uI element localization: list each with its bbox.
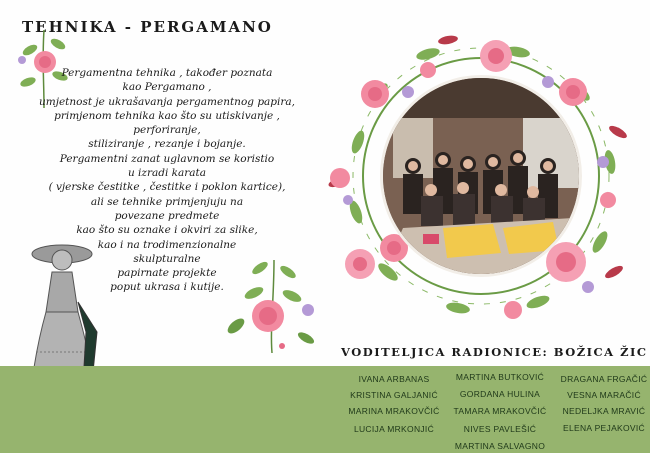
member-name: IVANA ARBANAS (358, 374, 430, 384)
page-title: TEHNIKA - PERGAMANO (22, 18, 273, 36)
member-name: ELENA PEJAKOVIĆ (563, 423, 645, 433)
member-name: TAMARA MRAKOVČIĆ (453, 406, 547, 416)
description-line: skulpturalne (133, 252, 201, 265)
member-name: KRISTINA GALJANIĆ (350, 390, 438, 400)
description-line: kao što su oznake i okviri za slike, (76, 224, 258, 237)
workshop-leader: VODITELJICA RADIONICE: BOŽICA ŽIC (341, 345, 648, 359)
description-line: poput ukrasa i kutije. (110, 281, 224, 294)
description-line: perforiranje, (133, 124, 201, 137)
description-line: papirnate projekte (117, 267, 217, 280)
description-line: Pergamentni zanat uglavnom se koristio (59, 152, 275, 165)
description-line: primjenom tehnika kao što su utiskivanje , (54, 109, 280, 122)
description-line: Pergamentna tehnika , također poznata (61, 67, 273, 79)
member-name: GORDANA HULINA (459, 389, 541, 399)
description-line: povezane predmete (114, 209, 220, 222)
member-name: MARTINA BUTKOVIĆ (455, 372, 545, 382)
description-line: ali se tehnike primjenjuju na (90, 195, 244, 208)
description-line: ( vjerske čestitke , čestitke i poklon kartice), (48, 181, 286, 194)
description-line: umjetnost je ukrašavanja pergamentnog papira, (38, 95, 295, 108)
group-photo-scene (383, 78, 579, 274)
member-name: NIVES PAVLEŠIĆ (463, 424, 537, 434)
member-name: MARTINA SALVAGNO (454, 441, 546, 451)
description-line: u izradi karata (127, 167, 207, 180)
members-band (0, 366, 650, 453)
member-name: LUCIJA MRKONJIĆ (353, 424, 435, 434)
member-name: NEDELJKA MRAVIĆ (562, 406, 646, 416)
member-name: DRAGANA FRGAČIĆ (560, 374, 648, 384)
member-name: MARINA MRAKOVČIĆ (348, 406, 440, 416)
rose-sprig-icon (222, 248, 322, 358)
description-line: stiliziranje , rezanje i bojanje. (88, 138, 246, 151)
group-photo (380, 75, 582, 277)
description-line: kao i na trodimenzionalne (97, 238, 237, 251)
member-name: VESNA MARAČIĆ (567, 390, 641, 400)
description-line: kao Pergamano , (122, 81, 212, 94)
